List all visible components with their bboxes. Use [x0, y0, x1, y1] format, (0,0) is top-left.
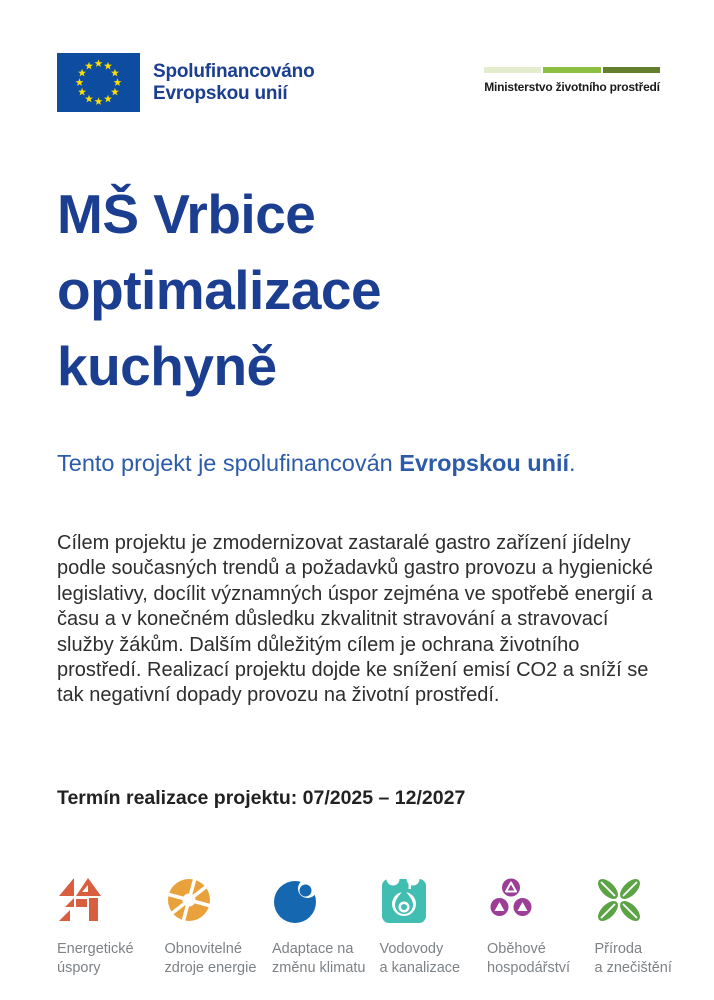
ministry-label: Ministerstvo životního prostředí: [484, 80, 660, 94]
cofinancing-statement-bold: Evropskou unií: [399, 450, 570, 476]
water-sewerage-icon: [380, 876, 428, 924]
project-title-line3: kuchyně: [57, 335, 277, 397]
program-areas-row: [57, 876, 702, 977]
program-area-energy-savings: [57, 876, 165, 977]
project-term: Termín realizace projektu: 07/2025 – 12/2027: [57, 787, 466, 809]
ministry-logo: [484, 67, 660, 94]
circular-economy-icon: [487, 876, 535, 924]
program-area-water-sewerage: [380, 876, 488, 977]
climate-adaptation-icon: [272, 876, 320, 924]
project-title: [57, 176, 381, 404]
label-line1: Adaptace na: [272, 941, 354, 957]
label-line2: a kanalizace: [379, 959, 461, 976]
label-line2: a znečištění: [594, 959, 672, 976]
program-area-climate-adaptation: [272, 876, 380, 977]
label-line2: zdroje energie: [164, 959, 257, 976]
label-line2: úspory: [57, 959, 101, 976]
program-area-label: [595, 940, 703, 977]
program-area-renewable-energy: [165, 876, 273, 977]
project-title-line2: optimalizace: [57, 259, 382, 321]
project-description: Cílem projektu je zmodernizovat zastaralé gastro zařízení jídelny podle současných trendů a požadavků gastro provozu a hygienické legislativy, docílit významných úspor zejména ve spotřebě energií a času a v konečném důsledku zkvalitnit stravování a stravovací služby žákům. Dalším důležitým cílem je ochrana životního prostředí. Realizací projektu dojde ke snížení emisí CO2 a sníží se tak negativní dopady provozu na životní prostředí.: [57, 532, 653, 707]
label-line2: změnu klimatu: [272, 959, 366, 976]
nature-pollution-icon: [595, 876, 643, 924]
eu-cofunded-label: [153, 61, 314, 105]
eu-flag-icon: [57, 53, 140, 112]
program-area-label: [165, 940, 273, 977]
ministry-bars-icon: [484, 67, 660, 73]
label-line1: Oběhové: [487, 941, 546, 957]
project-title-line1: MŠ Vrbice: [57, 183, 316, 245]
energy-savings-icon: [57, 876, 105, 924]
program-area-label: [57, 940, 165, 977]
label-line1: Vodovody: [379, 941, 444, 957]
cofinancing-statement: [57, 450, 576, 477]
label-line2: hospodářství: [487, 959, 571, 976]
cofinancing-statement-prefix: Tento projekt je spolufinancován: [57, 450, 400, 476]
eu-cofunded-label-line2: Evropskou unií: [153, 82, 288, 104]
label-line1: Obnovitelné: [164, 941, 242, 957]
program-area-label: [487, 940, 595, 977]
label-line1: Energetické: [57, 941, 134, 957]
eu-cofunded-logo: [57, 53, 314, 112]
program-area-nature-pollution: [595, 876, 703, 977]
cofinancing-statement-suffix: .: [569, 450, 576, 476]
renewable-energy-icon: [165, 876, 213, 924]
program-area-label: [272, 940, 380, 977]
program-area-circular-economy: [487, 876, 595, 977]
eu-cofunded-label-line1: Spolufinancováno: [153, 60, 315, 82]
label-line1: Příroda: [594, 941, 643, 957]
program-area-label: [380, 940, 488, 977]
